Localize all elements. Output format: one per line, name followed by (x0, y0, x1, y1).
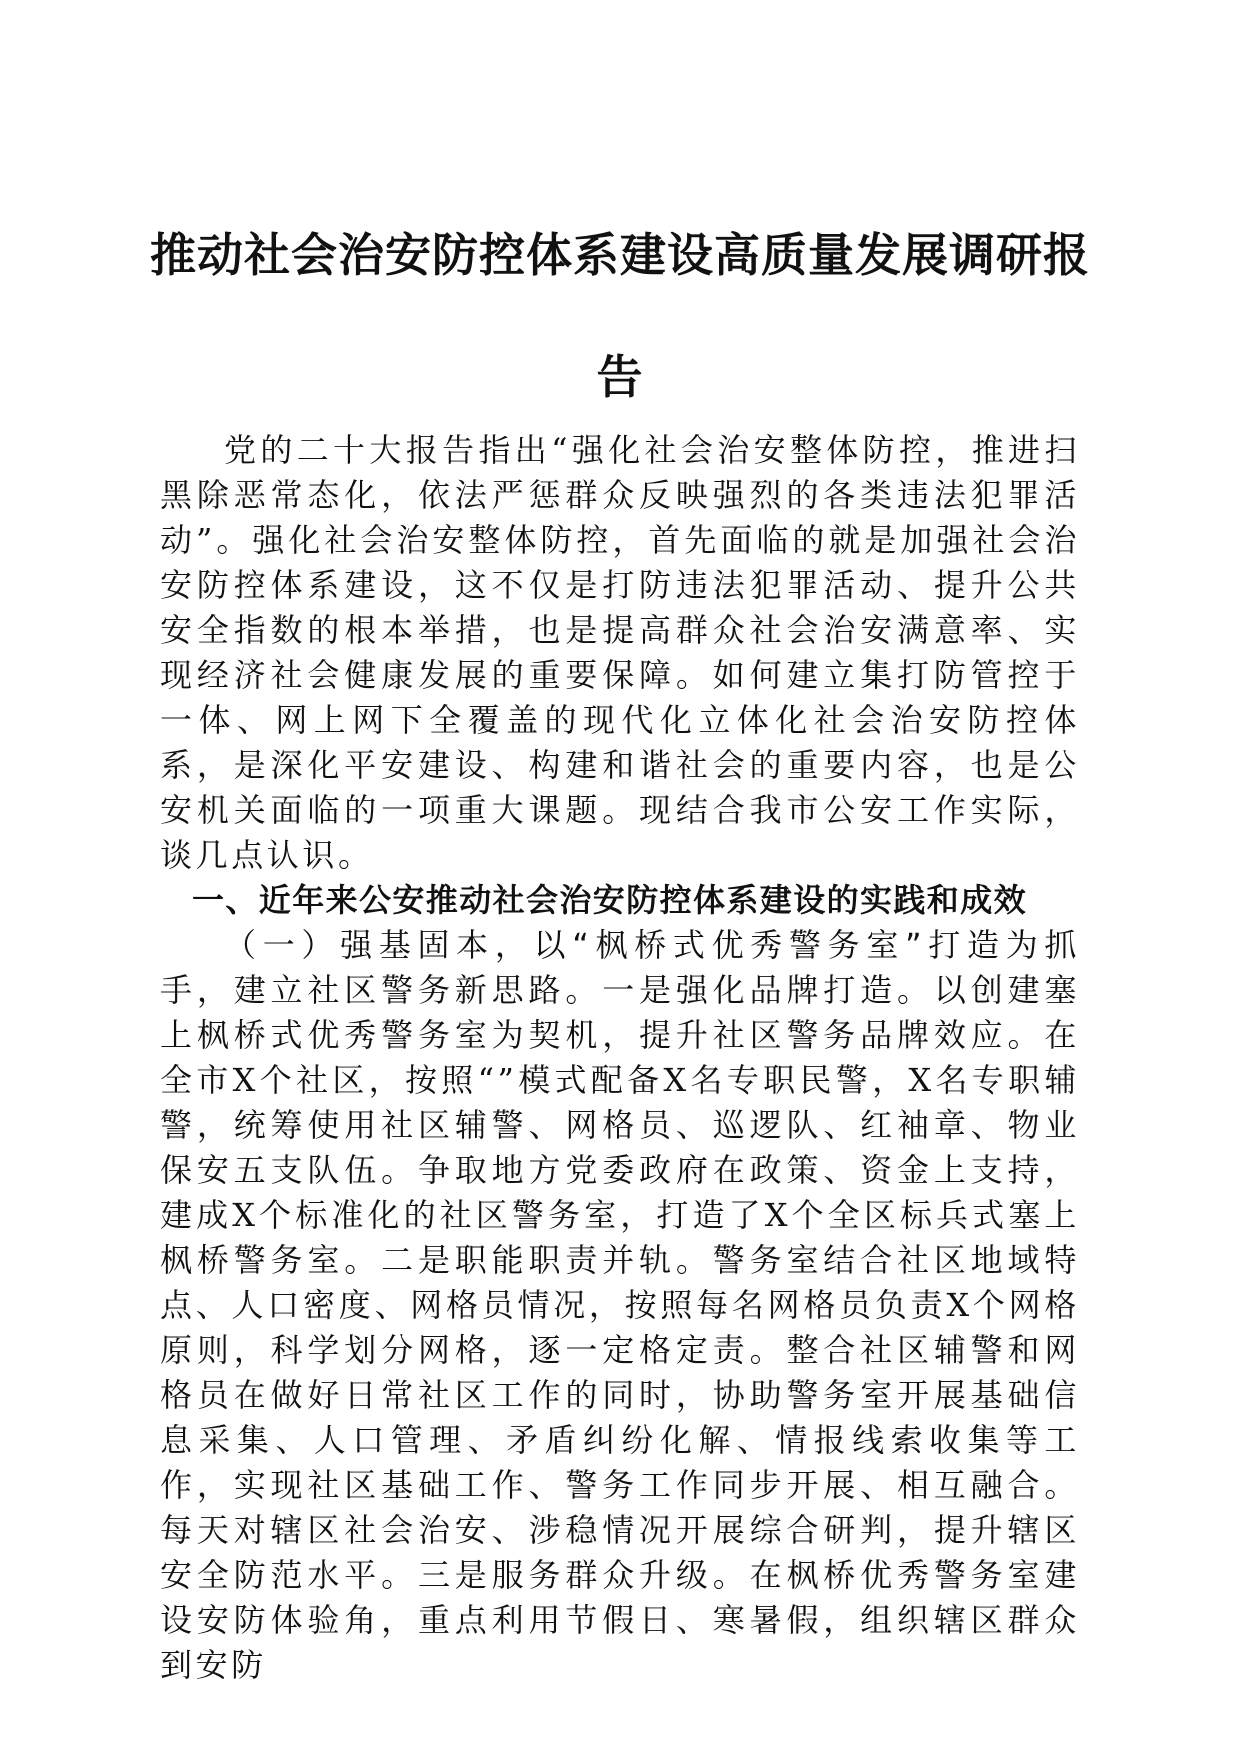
intro-paragraph: 党的二十大报告指出“强化社会治安整体防控，推进扫黑除恶常态化，依法严惩群众反映强烈的各类违法犯罪活动”。强化社会治安整体防控，首先面临的就是加强社会治安防控体系建设，这不仅是打防违法犯罪活动、提升公共安全指数的根本举措，也是提高群众社会治安满意率、实现经济社会健康发展的重要保障。如何建立集打防管控于一体、网上网下全覆盖的现代化立体化社会治安防控体系，是深化平安建设、构建和谐社会的重要内容，也是公安机关面临的一项重大课题。现结合我市公安工作实际，谈几点认识。 (160, 431, 1080, 874)
subsection-1-paragraph (160, 923, 1080, 1688)
document-title-line-1: 推动社会治安防控体系建设高质量发展调研报 (150, 228, 1090, 282)
subsection-1-heading: （一）强基固本，以“枫桥式优秀警务室”打造为抓手，建立社区警务新思路。 (160, 926, 1080, 1009)
subsection-1-body: 一是强化品牌打造。以创建塞上枫桥式优秀警务室为契机，提升社区警务品牌效应。在全市X个社区，按照“”模式配备X名专职民警，X名专职辅警，统筹使用社区辅警、网格员、巡逻队、红袖章、物业保安五支队伍。争取地方党委政府在政策、资金上支持，建成X个标准化的社区警务室，打造了X个全区标兵式塞上枫桥警务室。二是职能职责并轨。警务室结合社区地域特点、人口密度、网格员情况，按照每名网格员负责X个网格原则，科学划分网格，逐一定格定责。整合社区辅警和网格员在做好日常社区工作的同时，协助警务室开展基础信息采集、人口管理、矛盾纠纷化解、情报线索收集等工作，实现社区基础工作、警务工作同步开展、相互融合。每天对辖区社会治安、涉稳情况开展综合研判，提升辖区安全防范水平。三是服务群众升级。在枫桥优秀警务室建设安防体验角，重点利用节假日、寒暑假，组织辖区群众到安防 (160, 971, 1080, 1684)
section-1-heading: 一、近年来公安推动社会治安防控体系建设的实践和成效 (192, 881, 1028, 919)
document-title-line-2: 告 (596, 350, 644, 404)
document-body (160, 428, 1080, 1688)
